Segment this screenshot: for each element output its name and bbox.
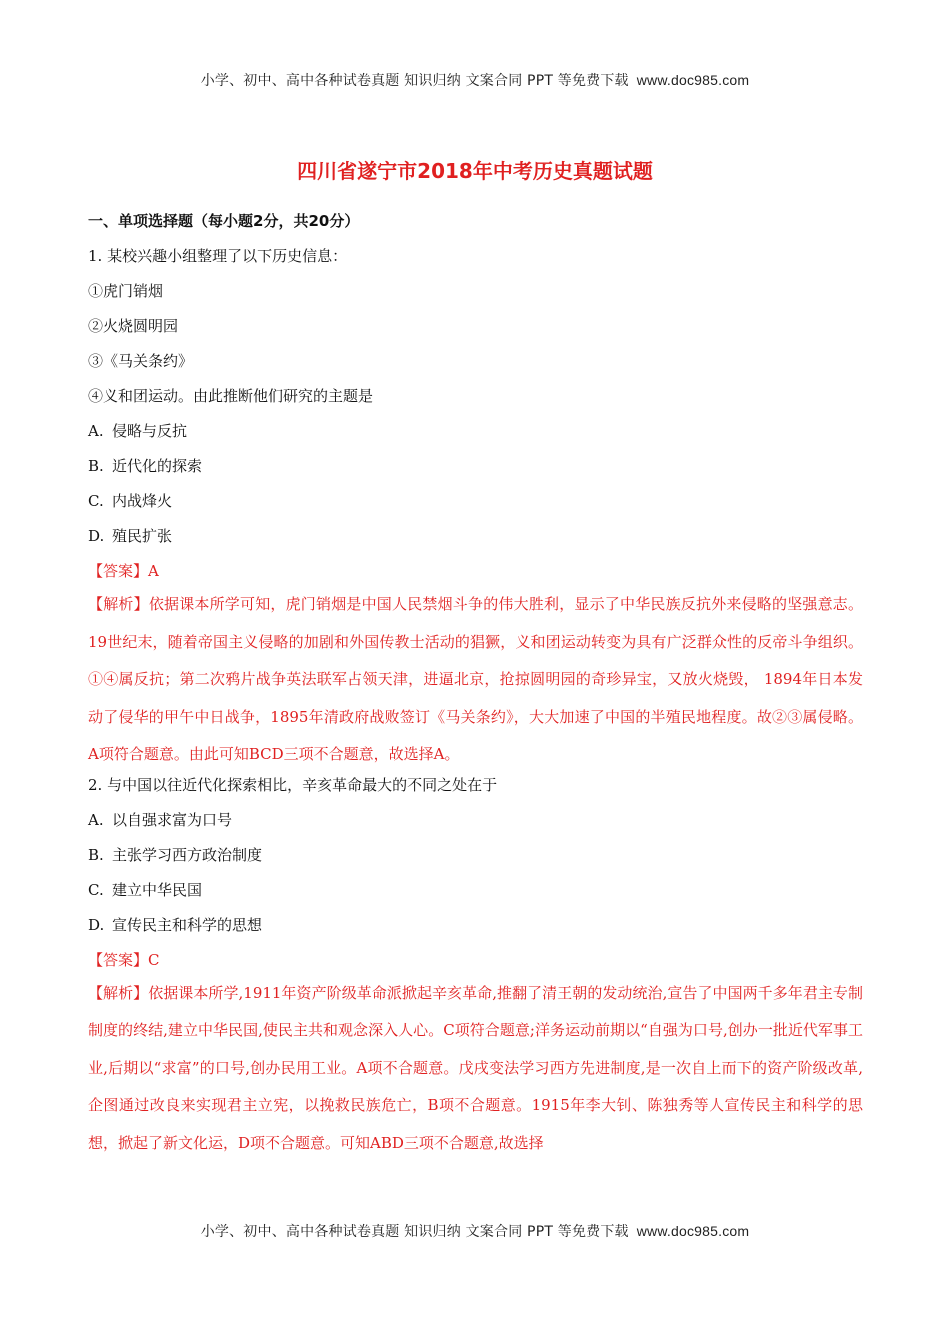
section-heading: 一、单项选择题（每小题2分，共20分）: [88, 212, 360, 230]
option-text: 以自强求富为口号: [112, 810, 233, 829]
option-letter: D.: [88, 915, 105, 934]
option-text: 主张学习西方政治制度: [112, 845, 263, 864]
footer-text: 小学、初中、高中各种试卷真题 知识归纳 文案合同 PPT 等免费下载: [200, 1224, 629, 1240]
option-letter: B.: [88, 457, 104, 475]
q2-option-c: [88, 876, 863, 911]
q1-item: ②火烧圆明园: [88, 317, 179, 335]
q1-option-d: [88, 522, 863, 557]
option-text: 内战烽火: [112, 492, 173, 510]
header-text: 小学、初中、高中各种试卷真题 知识归纳 文案合同 PPT 等免费下载: [200, 73, 629, 89]
option-text: 建立中华民国: [112, 880, 203, 899]
q2-analysis: [88, 975, 863, 1163]
analysis-text: 依据课本所学,1911年资产阶级革命派掀起辛亥革命,推翻了清王朝的发动统治,宣告了中国两千多年君主专制制度的终结,建立中华民国,使民主共和观念深入人心。C项符合题意;洋务运动前期以“自强为口号,创办一批近代军事工业,后期以“求富”的口号,创办民用工业。A项不合题意。戊戌变法学习西方先进制度,是一次自上而下的资产阶级改革,企图通过改良来实现君主立宪，以挽救民族危亡，B项不合题意。1915年李大钊、陈独秀等人宣传民主和科学的思想，掀起了新文化运，D项不合题意。可知ABD三项不合题意,故选择: [88, 983, 863, 1152]
analysis-tag: 【解析】: [88, 595, 149, 613]
option-text: 近代化的探索: [112, 457, 203, 475]
header-url[interactable]: www.doc985.com: [636, 72, 750, 88]
document-title: 四川省遂宁市2018年中考历史真题试题: [297, 159, 653, 183]
q2-option-b: [88, 841, 863, 876]
q2-stem: 2. 与中国以往近代化探索相比，辛亥革命最大的不同之处在于: [88, 775, 498, 794]
q2-answer: 【答案】C: [88, 950, 160, 969]
q1-item: ①虎门销烟: [88, 282, 164, 300]
option-letter: A.: [88, 422, 104, 440]
page-header: [0, 70, 950, 90]
q2-option-d: [88, 911, 863, 946]
q1-stem: 1. 某校兴趣小组整理了以下历史信息：: [88, 247, 348, 265]
q1-answer: 【答案】A: [88, 562, 159, 580]
option-letter: B.: [88, 845, 104, 864]
analysis-text: 依据课本所学可知，虎门销烟是中国人民禁烟斗争的伟大胜利，显示了中华民族反抗外来侵略的坚强意志。19世纪末，随着帝国主义侵略的加剧和外国传教士活动的猖獗，义和团运动转变为具有广泛群众性的反帝斗争组织。①④属反抗；第二次鸦片战争英法联军占领天津，进逼北京，抢掠圆明园的奇珍异宝，又放火烧毁， 1894年日本发动了侵华的甲午中日战争，1895年清政府战败签订《马关条约》，大大加速了中国的半殖民地程度。故②③属侵略。A项符合题意。由此可知BCD三项不合题意，故选择A。: [88, 595, 863, 763]
option-letter: D.: [88, 527, 105, 545]
option-letter: C.: [88, 880, 104, 899]
q2-option-a: [88, 806, 863, 841]
option-text: 宣传民主和科学的思想: [112, 915, 263, 934]
q1-option-c: [88, 487, 863, 522]
q1-item: ④义和团运动。由此推断他们研究的主题是: [88, 387, 374, 405]
q1-analysis: [88, 586, 863, 774]
q1-option-b: [88, 452, 863, 487]
analysis-tag: 【解析】: [88, 983, 149, 1002]
option-letter: A.: [88, 810, 104, 829]
option-text: 侵略与反抗: [112, 422, 188, 440]
questions: [88, 242, 863, 1162]
page-footer: [0, 1221, 950, 1241]
q1-option-a: [88, 417, 863, 452]
q1-item: ③《马关条约》: [88, 352, 194, 370]
option-text: 殖民扩张: [112, 527, 173, 545]
footer-url[interactable]: www.doc985.com: [636, 1223, 750, 1239]
option-letter: C.: [88, 492, 104, 510]
